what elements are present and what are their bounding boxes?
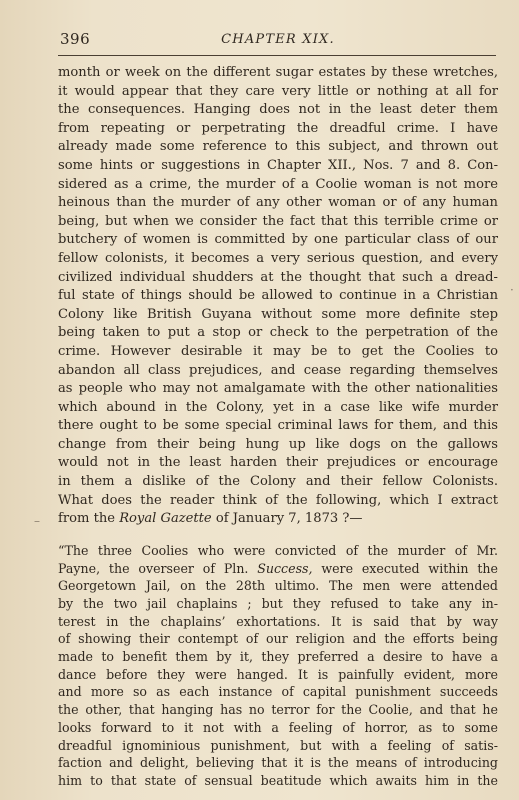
quote-line: Payne, the overseer of Pln. Success, were executed within the — [58, 560, 498, 576]
quote-line: Georgetown Jail, on the 28th ultimo. The men were attended — [58, 578, 498, 594]
text-line: some hints or suggestions in Chapter XII., Nos. 7 and 8. Con- — [58, 157, 498, 173]
newspaper-title: Royal Gazette — [119, 511, 212, 527]
header-rule — [58, 55, 496, 56]
text-line: fellow colonists, it becomes a very serious question, and every — [58, 250, 498, 266]
text-line: change from their being hung up like dogs on the gallows — [58, 436, 498, 452]
estate-name: Success, — [257, 560, 313, 576]
page-number: 396 — [60, 30, 91, 48]
chapter-title: CHAPTER XIX. — [221, 32, 335, 47]
text-line: it would appear that they care very little or nothing at all for — [58, 83, 498, 99]
quoted-passage — [58, 542, 498, 790]
text-line: being, but when we consider the fact that this terrible crime or — [58, 213, 498, 229]
paragraph-main — [58, 64, 498, 510]
text-line: in them a dislike of the Colony and their fellow Colonists. — [58, 474, 498, 490]
text-line: as people who may not amalgamate with the other nationalities — [58, 381, 498, 397]
paragraph-gap — [58, 529, 498, 542]
running-header — [58, 30, 498, 50]
quote-line: faction and delight, believing that it is the means of introducing — [58, 755, 498, 771]
margin-mark: · — [510, 283, 514, 297]
quote-line: the other, that hanging has no terror for the Coolie, and that he — [58, 702, 498, 718]
text-line: ful state of things should be allowed to continue in a Christian — [58, 288, 498, 304]
quote-line: of showing their contempt of our religion and the efforts being — [58, 631, 498, 647]
quote-line: by the two jail chaplains ; but they refused to take any in- — [58, 595, 498, 611]
quote-line: “The three Coolies who were convicted of the murder of Mr. — [58, 542, 498, 558]
text-line: Colony like British Guyana without some more definite step — [58, 306, 498, 322]
text-line: there ought to be some special criminal laws for them, and this — [58, 418, 498, 434]
text-line: What does the reader think of the following, which I extract — [58, 492, 498, 508]
text-line: from the Royal Gazette of January 7, 1873 ?— — [58, 511, 363, 527]
quote-line: looks forward to it not with a feeling of horror, as to some — [58, 719, 498, 735]
text-line: abandon all class prejudices, and cease regarding themselves — [58, 362, 498, 378]
quote-line: made to benefit them by it, they preferred a desire to have a — [58, 649, 498, 665]
quote-line: dreadful ignominious punishment, but with a feeling of satis- — [58, 737, 498, 753]
text-line: the consequences. Hanging does not in the least deter them — [58, 102, 498, 118]
text-line: butchery of women is committed by one particular class of our — [58, 232, 498, 248]
quote-line: and more so as each instance of capital punishment succeeds — [58, 684, 498, 700]
text-line: being taken to put a stop or check to the perpetration of the — [58, 325, 498, 341]
quote-line: him to that state of sensual beatitude which awaits him in the — [58, 772, 498, 788]
text-line: sidered as a crime, the murder of a Coolie woman is not more — [58, 176, 498, 192]
page-body — [58, 64, 498, 790]
text-line: already made some reference to this subject, and thrown out — [58, 139, 498, 155]
margin-dash: – — [34, 514, 40, 528]
quote-line: terest in the chaplains’ exhortations. It is said that by way — [58, 613, 498, 629]
quote-line: dance before they were hanged. It is painfully evident, more — [58, 666, 498, 682]
text-line: heinous than the murder of any other woman or of any human — [58, 195, 498, 211]
text-line: which abound in the Colony, yet in a case like wife murder — [58, 399, 498, 415]
text-line: from repeating or perpetrating the dreadful crime. I have — [58, 120, 498, 136]
text-line: crime. However desirable it may be to get the Coolies to — [58, 343, 498, 359]
text-line: civilized individual shudders at the thought that such a dread- — [58, 269, 498, 285]
text-line: would not in the least harden their prejudices or encourage — [58, 455, 498, 471]
text-line: month or week on the different sugar estates by these wretches, — [58, 65, 498, 80]
